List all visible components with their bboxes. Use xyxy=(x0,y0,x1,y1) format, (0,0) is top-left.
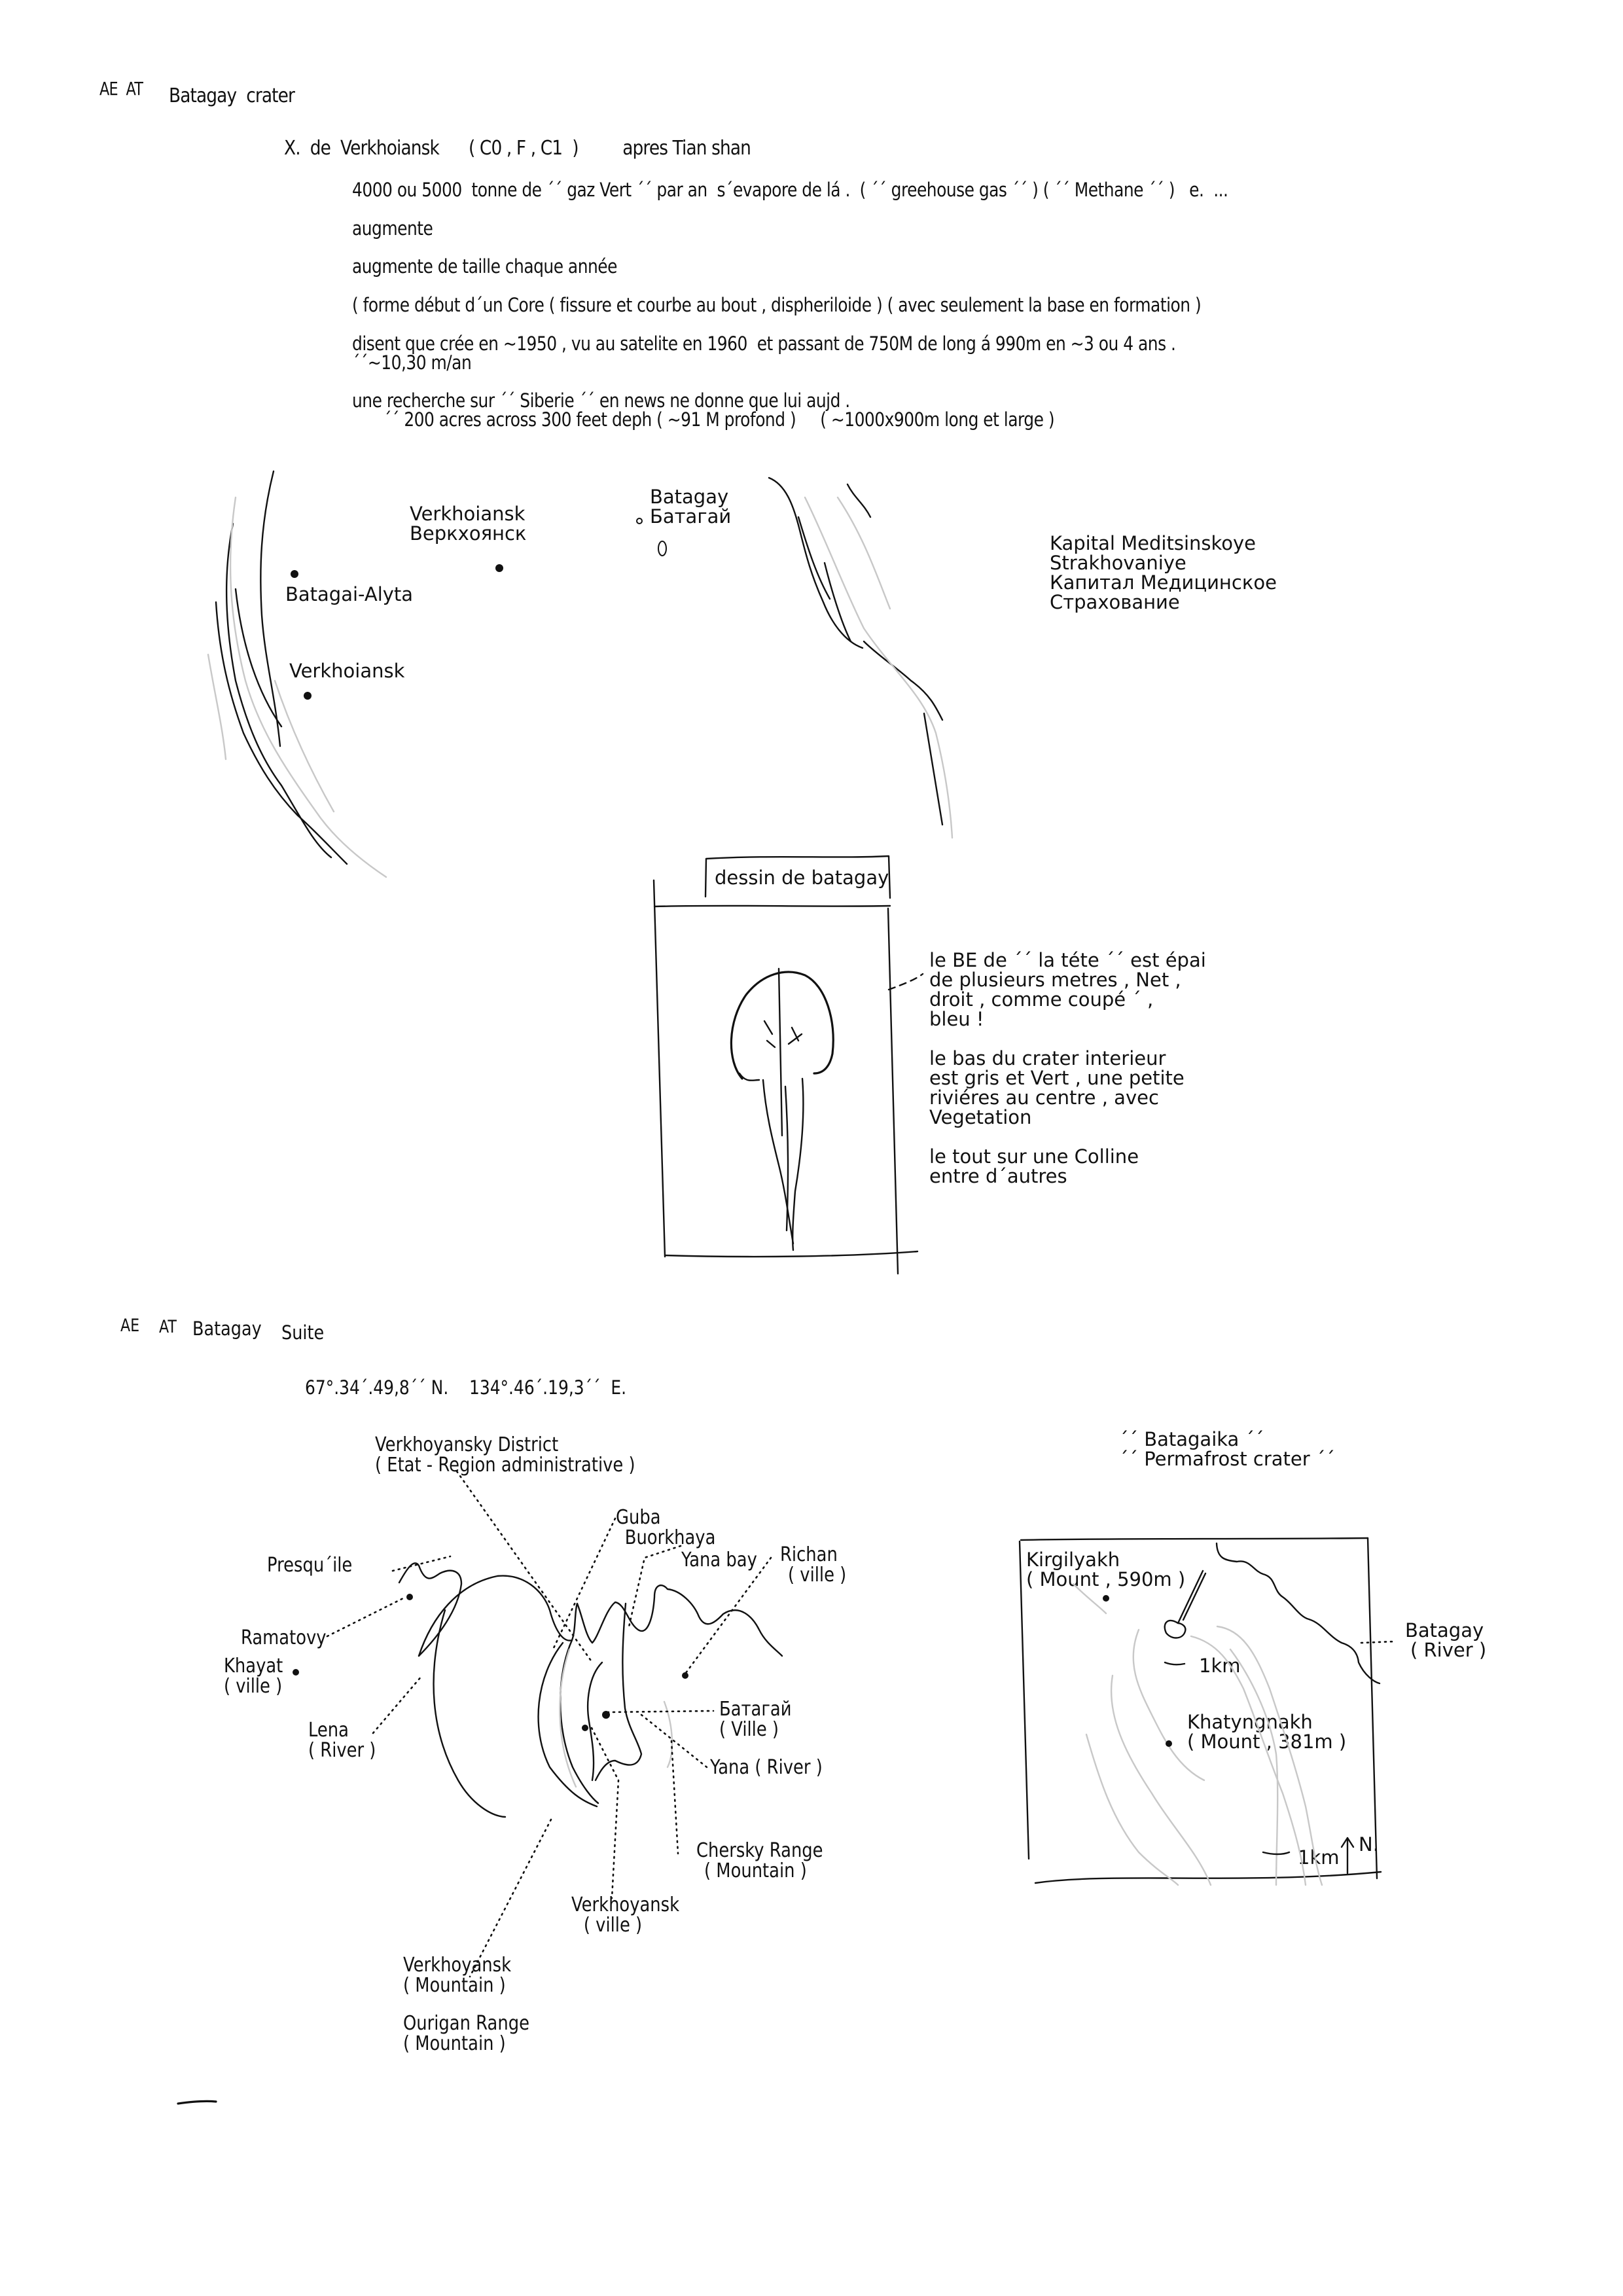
note-augmente: augmente xyxy=(352,217,433,240)
annotation-line: le bas du crater interieur xyxy=(929,1047,1166,1069)
kapital-line-2: Strakhovaniye xyxy=(1050,552,1186,574)
lena-line-2: ( River ) xyxy=(308,1739,376,1762)
label-yana-river: Yana ( River ) xyxy=(710,1756,823,1779)
verkhoyansk-ville-line-1: Verkhoyansk xyxy=(571,1893,680,1916)
richan-line-1: Richan xyxy=(780,1543,838,1566)
batagay-ville-line-2: ( Ville ) xyxy=(719,1718,779,1741)
town-dot-batagay xyxy=(602,1711,610,1719)
header2-title: Batagay xyxy=(192,1318,262,1340)
summit-kirgilyakh xyxy=(1103,1595,1109,1602)
region-map-leaders xyxy=(327,1471,771,1977)
guba-line-2: Buorkhaya xyxy=(624,1526,716,1549)
annotation-line: le BE de ´´ la téte ´´ est épai xyxy=(929,949,1206,971)
note-rate: ´´~10,30 m/an xyxy=(352,351,472,374)
annotation-line: le tout sur une Colline xyxy=(929,1145,1139,1168)
khayat-line-2: ( ville ) xyxy=(224,1675,283,1698)
label-batagai-alyta: Batagai-Alyta xyxy=(285,583,414,605)
town-dot-verkhoyansk xyxy=(582,1725,588,1731)
annotation-line: riviéres au centre , avec xyxy=(929,1086,1159,1109)
town-dot-verkhoiansk-town xyxy=(304,692,312,700)
kirgilyakh-line-1: Kirgilyakh xyxy=(1026,1549,1120,1571)
batagay-river-line-1: Batagay xyxy=(1405,1619,1484,1641)
chersky-line-2: ( Mountain ) xyxy=(704,1859,807,1882)
note-history: disent que crée en ~1950 , vu au satelite en 1960 et passant de 750M de long á 990m en ~3 ou 4 ans . xyxy=(352,332,1176,355)
kirgilyakh-line-2: ( Mount , 590m ) xyxy=(1026,1568,1186,1590)
khatyngnakh-line-2: ( Mount , 381m ) xyxy=(1187,1731,1347,1753)
guba-line-1: Guba xyxy=(616,1506,661,1529)
note-size: ´´ 200 acres across 300 feet deph ( ~91 M profond ) ( ~1000x900m long et large ) xyxy=(383,408,1055,431)
label-yana-bay: Yana bay xyxy=(681,1549,757,1571)
drawing-tab-label: dessin de batagay xyxy=(715,867,889,889)
crater-marker xyxy=(658,541,666,556)
label-presquile: Presqu´ile xyxy=(267,1554,353,1577)
annotation-line: est gris et Vert , une petite xyxy=(929,1067,1185,1089)
batagay-river-line-2: ( River ) xyxy=(1410,1639,1487,1661)
town-dot-batagai-alyta xyxy=(291,570,298,578)
town-dot-batagay xyxy=(637,518,642,524)
region-map-coast xyxy=(399,1563,782,1817)
khayat-line-1: Khayat xyxy=(224,1655,283,1677)
batagay-ville-line-1: Батагай xyxy=(719,1698,792,1721)
note-taille: augmente de taille chaque année xyxy=(352,255,617,278)
khatyngnakh-line-1: Khatyngnakh xyxy=(1187,1711,1313,1733)
annotation-line: de plusieurs metres , Net , xyxy=(929,969,1181,991)
coordinates: 67°.34´.49,8´´ N. 134°.46´.19,3´´ E. xyxy=(305,1376,627,1399)
header-prefix: AE AT xyxy=(99,78,143,99)
town-dot-richan xyxy=(682,1672,688,1679)
town-dot-verkhoiansk xyxy=(495,564,503,572)
town-dot-ramatovy xyxy=(406,1594,413,1600)
page-title: Batagay crater xyxy=(169,84,294,107)
crater-map-crater xyxy=(1165,1571,1205,1638)
note-gas: 4000 ou 5000 tonne de ´´ gaz Vert ´´ par an s´evapore de lá . ( ´´ greehouse gas ´´ ) ( ´´ Methane ´´ ) e. ... xyxy=(352,179,1228,201)
annotation-line: bleu ! xyxy=(929,1008,984,1030)
summit-khatyngnakh xyxy=(1166,1740,1172,1747)
verkhoyansk-mountain-line-2: ( Mountain ) xyxy=(403,1974,506,1997)
crater-drawing xyxy=(731,969,833,1250)
north-arrow-icon xyxy=(1342,1838,1353,1873)
richan-line-2: ( ville ) xyxy=(788,1564,847,1587)
town-dot-khayat xyxy=(293,1669,299,1676)
subtitle: X. de Verkhoiansk ( C0 , F , C1 ) apres Tian shan xyxy=(284,137,751,160)
lena-line-1: Lena xyxy=(308,1719,349,1742)
district-line-2: ( Etat - Region administrative ) xyxy=(375,1454,635,1477)
chersky-line-1: Chersky Range xyxy=(696,1839,823,1862)
header2-prefix1: AE xyxy=(120,1316,140,1336)
annotation-line: entre d´autres xyxy=(929,1165,1067,1187)
crater-title-line-2: ´´ Permafrost crater ´´ xyxy=(1119,1448,1335,1470)
kapital-line-1: Kapital Meditsinskoye xyxy=(1050,532,1257,554)
crater-title-line-1: ´´ Batagaika ´´ xyxy=(1119,1428,1264,1450)
stray-pen-stroke xyxy=(178,2101,216,2104)
annotation-line: droit , comme coupé ´ , xyxy=(929,988,1154,1011)
label-batagay-latin: Batagay xyxy=(650,486,729,508)
district-line-1: Verkhoyansky District xyxy=(375,1433,559,1456)
verkhoyansk-ville-line-2: ( ville ) xyxy=(583,1914,643,1937)
scale-bar-1 xyxy=(1165,1662,1185,1664)
contour-lines xyxy=(1073,1584,1322,1885)
kapital-line-4: Страхование xyxy=(1050,591,1180,613)
north-label: N. xyxy=(1359,1833,1379,1856)
label-verkhoiansk-latin: Verkhoiansk xyxy=(410,503,526,525)
west-coast-sketch xyxy=(208,471,386,877)
scale-label-1: 1km xyxy=(1199,1655,1241,1677)
east-coast-sketch xyxy=(769,478,952,838)
crater-map-frame xyxy=(1020,1538,1381,1883)
label-ramatovy: Ramatovy xyxy=(241,1626,327,1649)
header2-prefix2: AT xyxy=(159,1317,177,1337)
header2-suffix: Suite xyxy=(281,1321,325,1344)
verkhoyansk-mountain-line-1: Verkhoyansk xyxy=(403,1954,512,1977)
scale-label-2: 1km xyxy=(1298,1846,1340,1869)
note-search: une recherche sur ´´ Siberie ´´ en news ne donne que lui aujd . xyxy=(352,389,850,412)
note-forme: ( forme début d´un Core ( fissure et courbe au bout , dispheriloide ) ( avec seulement la base en formation ) xyxy=(352,294,1202,316)
ourigan-line-1: Ourigan Range xyxy=(403,2012,529,2035)
label-verkhoiansk-town: Verkhoiansk xyxy=(289,660,405,682)
label-verkhoiansk-cyrillic: Веркхоянск xyxy=(410,522,527,545)
label-batagay-cyrillic: Батагай xyxy=(650,505,732,528)
kapital-line-3: Капитал Медицинское xyxy=(1050,571,1277,594)
batagay-river-line xyxy=(1217,1543,1394,1683)
ourigan-line-2: ( Mountain ) xyxy=(403,2032,506,2055)
annotation-line: Vegetation xyxy=(929,1106,1032,1128)
